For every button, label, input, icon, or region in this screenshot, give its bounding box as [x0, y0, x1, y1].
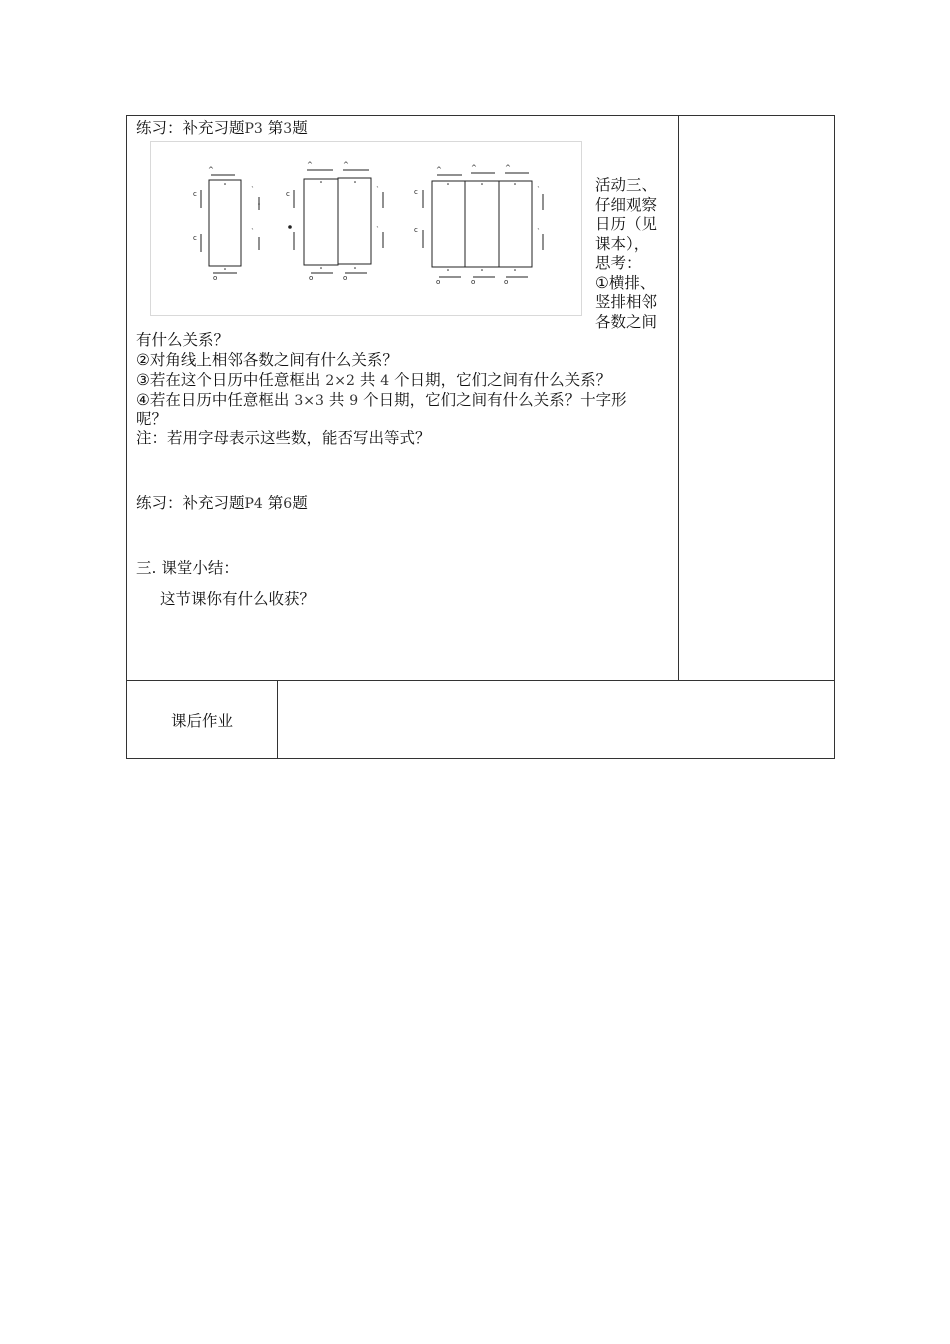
note-line: 注：若用字母表示这些数，能否写出等式？ [136, 429, 431, 447]
activity-line: 仔细观察 [595, 195, 658, 214]
svg-text:o: o [436, 278, 441, 286]
activity-line: 各数之间 [595, 312, 658, 331]
frame-3x-right [499, 181, 532, 267]
question-2: ②对角线上相邻各数之间有什么关系？ [136, 351, 398, 369]
activity-line: ①横排、 [595, 273, 656, 292]
activity-line: 日历（见 [595, 215, 658, 233]
svg-text:o: o [213, 274, 218, 282]
svg-text:`: ` [376, 226, 380, 234]
frame-2x-right [338, 178, 371, 264]
svg-text:`: ` [251, 186, 255, 194]
question-3: ③若在这个日历中任意框出 2×2 共 4 个日期，它们之间有什么关系？ [136, 371, 612, 389]
table-border-left [126, 115, 127, 759]
calendar-frames-figure [150, 141, 582, 316]
svg-text:^: ^ [436, 166, 442, 174]
svg-text:^: ^ [307, 161, 313, 169]
svg-text:^: ^ [471, 164, 477, 172]
activity-line: 课本）， [595, 234, 650, 253]
frame-2x-left [304, 179, 338, 265]
svg-text:o: o [504, 278, 509, 286]
frame-3x-left [432, 181, 465, 267]
table-column-divider-notes [678, 115, 679, 681]
calendar-frames-drawing [151, 142, 581, 315]
svg-text:`: ` [537, 228, 541, 236]
svg-text:o: o [471, 278, 476, 286]
svg-text:^: ^ [505, 164, 511, 172]
activity-line: 活动三、 [595, 176, 658, 194]
summary-heading: 三. 课堂小结： [136, 559, 239, 577]
table-border-bottom [126, 758, 835, 759]
svg-text:`: ` [537, 186, 541, 194]
practice-line-2: 练习：补充习题P4 第6题 [136, 494, 308, 512]
svg-text:`: ` [251, 228, 255, 236]
svg-text:c: c [414, 188, 418, 196]
homework-content-cell[interactable] [278, 681, 834, 758]
svg-text:c: c [414, 226, 418, 234]
svg-text:`: ` [376, 186, 380, 194]
summary-question: 这节课你有什么收获？ [160, 590, 316, 608]
svg-text:^: ^ [343, 161, 349, 169]
frame-1x [209, 180, 241, 266]
svg-text:c: c [286, 190, 290, 198]
activity-line: 竖排相邻 [595, 293, 658, 311]
table-border-top [126, 115, 835, 116]
activity-three-text [595, 176, 675, 332]
svg-text:c: c [193, 234, 197, 242]
homework-label: 课后作业 [170, 711, 233, 730]
question-4-tail: 呢？ [136, 410, 168, 428]
activity-line: 思考： [595, 254, 642, 272]
practice-line-1: 练习：补充习题P3 第3题 [136, 119, 308, 137]
table-border-right [834, 115, 835, 759]
question-4: ④若在日历中任意框出 3×3 共 9 个日期，它们之间有什么关系？十字形 [136, 391, 627, 409]
svg-text:c: c [193, 190, 197, 198]
svg-text:^: ^ [208, 166, 214, 174]
svg-text:o: o [309, 274, 314, 282]
question-1-tail: 有什么关系？ [136, 331, 230, 349]
svg-text:o: o [343, 274, 348, 282]
frame-3x-middle [465, 181, 499, 267]
